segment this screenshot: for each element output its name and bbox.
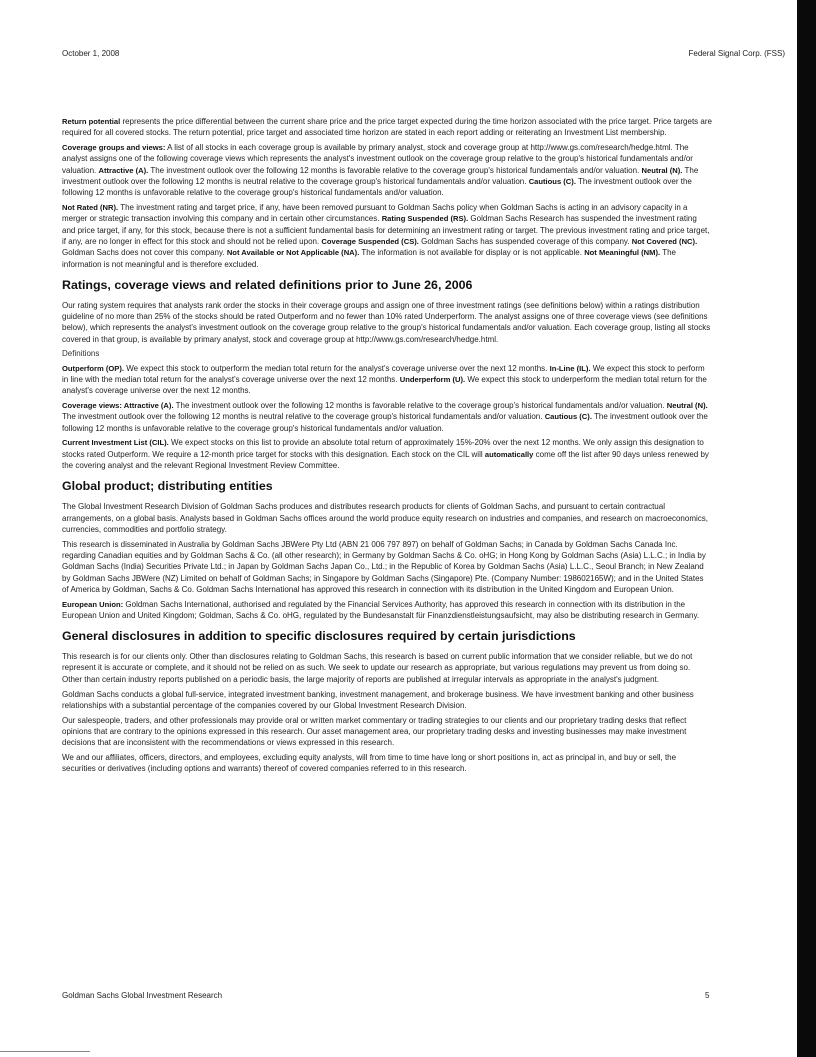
paragraph-text: The investment outlook over the following 12 months is unfavorable relative to the coverage group's historical fundamentals and/or valuation.	[62, 176, 692, 198]
current-investment-list-paragraph	[62, 437, 712, 471]
paragraph-text: A list of all stocks in each coverage group is available by primary analyst, stock and coverage group at http://www.gs.com/research/hedge.html. The analyst assigns one of the following coverage views which represents the analyst's investment outlook on the coverage group relative to the group's historical fundamentals and/or valuation.	[62, 143, 693, 175]
bold-term: Neutral (N).	[641, 165, 683, 175]
section-heading-general-disclosures: General disclosures in addition to specific disclosures required by certain jurisdictions	[62, 629, 576, 644]
bold-term: automatically	[484, 449, 534, 459]
paragraph-text: The investment rating and target price, if any, have been removed pursuant to Goldman Sachs policy when Goldman Sachs is acting in an advisory capacity in a merger or strategic transaction involving this company and in certain other circumstances.	[62, 203, 688, 224]
coverage-views-paragraph	[62, 400, 712, 434]
bold-term: European Union:	[62, 599, 124, 609]
bold-term: Neutral (N).	[666, 400, 708, 410]
bold-term: Not Available or Not Applicable (NA).	[226, 248, 360, 258]
dissemination-paragraph: This research is disseminated in Australia by Goldman Sachs JBWere Pty Ltd (ABN 21 006 797 897) on behalf of Goldman Sachs; in Canada by Goldman Sachs Canada Inc. regarding Canadian equities and by Goldman Sachs & Co. (all other research); in Germany by Goldman Sachs & Co. oHG; in Hong Kong by Goldman Sachs (Asia) L.L.C.; in India by Goldman Sachs (India) Securities Private Ltd.; in Japan by Goldman Sachs Japan Co., Ltd.; in the Republic of Korea by Goldman Sachs (Asia) L.L.C., Seoul Branch; in New Zealand by Goldman Sachs JBWere (NZ) Limited on behalf of Goldman Sachs; in Singapore by Goldman Sachs (Singapore) Pte. (Company Number: 198602165W); and in the United States of America by Goldman, Sachs & Co. Goldman Sachs International has approved this research in connection with its distribution in the United Kingdom and European Union.	[62, 539, 706, 594]
paragraph-text: We expect this stock to perform in line with the median total return for the analyst's coverage universe over the next 12 months.	[62, 363, 705, 384]
header-date: October 1, 2008	[62, 49, 120, 58]
salespeople-paragraph: Our salespeople, traders, and other professionals may provide oral or written market commentary or trading strategies to our clients and our proprietary trading desks that reflect opinions that are contrary to the opinions expressed in this research. Our asset management area, our proprietary trading desks and investing businesses may make investment decisions that are inconsistent with the recommendations or views expressed in this research.	[62, 715, 687, 748]
global-research-paragraph: The Global Investment Research Division of Goldman Sachs produces and distributes research products for clients of Goldman Sachs, and pursuant to certain contractual arrangements, on a global basis. Analysts based in Goldman Sachs offices around the world produce equity research on industries and companies, and research on macroeconomics, currencies, commodities and portfolio strategy.	[62, 502, 708, 534]
paragraph-text: represents the price differential between the current share price and the price target expected during the time horizon associated with the price target. Price targets are required for all covered stocks. The return potential, price target and associated time horizon are stated in each report adding or reiterating an Investment List membership.	[62, 117, 712, 138]
paragraph-text: The investment outlook over the following 12 months is neutral relative to the coverage group's historical fundamentals and/or valuation.	[62, 412, 545, 422]
paragraph-text: The information is not meaningful and is therefore excluded.	[62, 248, 676, 269]
full-service-paragraph: Goldman Sachs conducts a global full-service, integrated investment banking, investment management, and brokerage business. We have investment banking and other business relationships with a substantial percentage of the companies covered by our Global Investment Research Division.	[62, 689, 694, 710]
scan-edge-bar	[797, 0, 816, 1057]
bold-term: Return potential	[62, 117, 121, 126]
paragraph-text: The information is not available for display or is not applicable.	[359, 248, 585, 258]
bold-term: Attractive (A).	[98, 165, 149, 175]
affiliates-paragraph: We and our affiliates, officers, directors, and employees, excluding equity analysts, will from time to time have long or short positions in, act as principal in, and buy or sell, the securities or derivatives (including options and warrants) thereof of covered companies referred to in this research.	[62, 753, 677, 774]
paragraph-text: We expect this stock to underperform the median total return for the analyst's coverage universe over the next 12 months.	[62, 374, 707, 396]
paragraph-text: Goldman Sachs does not cover this company.	[62, 248, 227, 258]
paragraph-text: The investment outlook over the following 12 months is favorable relative to the coverage group's historical fundamentals and/or valuation.	[148, 165, 642, 175]
section-heading-ratings-prior: Ratings, coverage views and related definitions prior to June 26, 2006	[62, 277, 473, 292]
paragraph-text: Goldman Sachs has suspended coverage of this company.	[418, 236, 632, 246]
clients-only-paragraph: This research is for our clients only. Other than disclosures relating to Goldman Sachs, this research is based on current public information that we consider reliable, but we do not represent it is accurate or complete, and it should not be relied on as such. We seek to update our research as appropriate, but various regulations may prevent us from doing so. Other than certain industry reports published on a periodic basis, the large majority of reports are published at irregular intervals as appropriate in the analyst's judgment.	[62, 652, 693, 684]
bold-term: Cautious (C).	[544, 412, 592, 422]
definitions-subheading: Definitions	[62, 348, 100, 358]
outperform-paragraph	[62, 363, 712, 397]
bold-term: Coverage groups and views:	[62, 143, 166, 153]
return-potential-paragraph	[62, 116, 712, 139]
paragraph-text: We expect stocks on this list to provide an absolute total return of approximately 15%-20% over the next 12 months. We only assign this designation to stocks rated Outperform. We require a 12-month price target for stocks with this designation. Each stock on the CIL will	[62, 438, 704, 459]
bold-term: Cautious (C).	[528, 176, 576, 186]
bold-term: Outperform (OP).	[62, 363, 125, 373]
not-rated-paragraph	[62, 202, 712, 270]
paragraph-text: Goldman Sachs International, authorised and regulated by the Financial Services Authority, has approved this research in connection with its distribution in the European Union and United Kingdom; Goldman, Sachs & Co. oHG, regulated by the Bundesanstalt für Finanzdienstleistungsaufsicht, may also be distributing research in Germany.	[62, 599, 700, 620]
page-body	[62, 116, 712, 778]
bold-term: Coverage views: Attractive (A).	[62, 400, 174, 410]
rating-system-paragraph: Our rating system requires that analysts rank order the stocks in their coverage groups and assign one of three investment ratings (see definitions below) within a ratings distribution guideline of no more than 25% of the stocks should be rated Outperform and no fewer than 10% rated Underperform. The analyst assigns one of three coverage views (see definitions below), which represents the analyst's investment outlook on the coverage group relative to the group's historical fundamentals and/or valuation. Each coverage group, listing all stocks covered in that group, is available by primary analyst, stock and coverage group at http://www.gs.com/research/hedge.html.	[62, 300, 711, 344]
bold-term: Underperform (U).	[399, 374, 466, 384]
paragraph-text: come off the list after 90 days unless renewed by the covering analyst and the relevant Regional Investment Review Committee.	[62, 449, 709, 470]
bold-term: Coverage Suspended (CS).	[321, 236, 419, 246]
bold-term: In-Line (IL).	[549, 363, 591, 373]
footer-publisher: Goldman Sachs Global Investment Research	[62, 991, 223, 1000]
bold-term: Current Investment List (CIL).	[62, 438, 169, 448]
footer-page-number: 5	[705, 991, 710, 1000]
european-union-paragraph	[62, 599, 712, 622]
paragraph-text: We expect this stock to outperform the median total return for the analyst's coverage universe over the next 12 months.	[124, 363, 550, 373]
bold-term: Not Rated (NR).	[62, 203, 119, 213]
bold-term: Not Meaningful (NM).	[584, 248, 661, 258]
section-heading-global-product: Global product; distributing entities	[62, 479, 273, 494]
paragraph-text: The investment outlook over the following 12 months is unfavorable relative to the coverage group's historical fundamentals and/or valuation.	[62, 412, 708, 433]
paragraph-text: The investment outlook over the following 12 months is favorable relative to the coverage group's historical fundamentals and/or valuation.	[173, 400, 667, 410]
paragraph-text: The investment outlook over the following 12 months is neutral relative to the coverage group's historical fundamentals and/or valuation.	[62, 165, 699, 186]
bold-term: Rating Suspended (RS).	[381, 214, 469, 224]
scan-artifact-line	[0, 1051, 90, 1052]
header-company: Federal Signal Corp. (FSS)	[688, 49, 785, 58]
coverage-groups-paragraph	[62, 142, 712, 198]
paragraph-text: Goldman Sachs Research has suspended the investment rating and price target, if any, for this stock, because there is not a sufficient fundamental basis for determining an investment rating or target. The previous investment rating and price target, if any, are no longer in effect for this stock and should not be relied upon.	[62, 214, 710, 246]
bold-term: Not Covered (NC).	[631, 236, 698, 246]
